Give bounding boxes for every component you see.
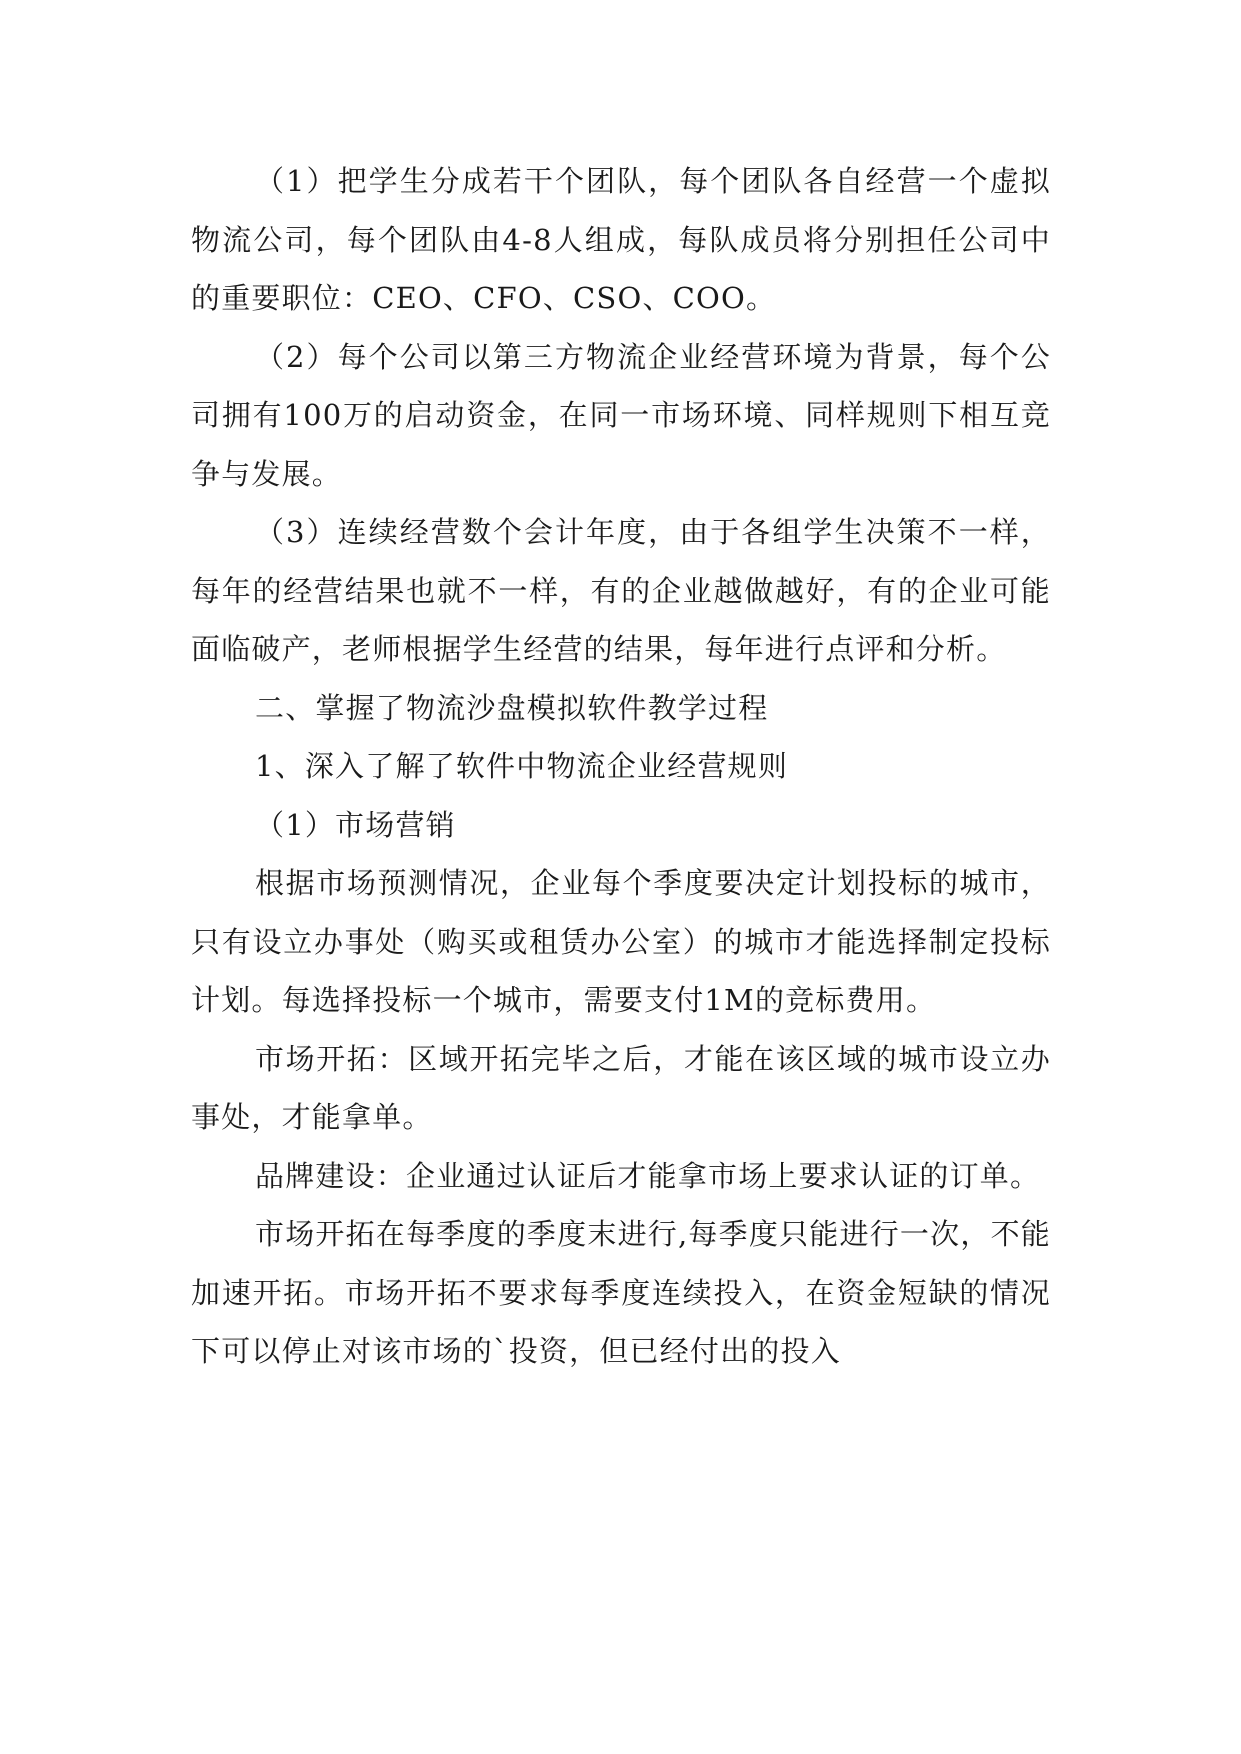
paragraph: 根据市场预测情况，企业每个季度要决定计划投标的城市，只有设立办事处（购买或租赁办公室）的城市才能选择制定投标计划。每选择投标一个城市，需要支付1M的竞标费用。 xyxy=(191,866,1051,1017)
paragraph: （3）连续经营数个会计年度，由于各组学生决策不一样，每年的经营结果也就不一样，有的企业越做越好，有的企业可能面临破产，老师根据学生经营的结果，每年进行点评和分析。 xyxy=(191,515,1051,666)
paragraph: 市场开拓：区域开拓完毕之后，才能在该区域的城市设立办事处，才能拿单。 xyxy=(191,1041,1051,1134)
paragraph: 市场开拓在每季度的季度末进行,每季度只能进行一次，不能加速开拓。市场开拓不要求每季度连续投入，在资金短缺的情况下可以停止对该市场的`投资，但已经付出的投入 xyxy=(191,1217,1051,1368)
paragraph: （1）把学生分成若干个团队，每个团队各自经营一个虚拟物流公司，每个团队由4-8人组成，每队成员将分别担任公司中的重要职位：CEO、CFO、CSO、COO。 xyxy=(191,164,1051,315)
paragraph: （2）每个公司以第三方物流企业经营环境为背景，每个公司拥有100万的启动资金，在同一市场环境、同样规则下相互竞争与发展。 xyxy=(191,339,1051,491)
subsection-heading: 1、深入了解了软件中物流企业经营规则 xyxy=(255,749,789,783)
paragraph: 品牌建设：企业通过认证后才能拿市场上要求认证的订单。 xyxy=(255,1158,1041,1193)
body-text xyxy=(191,152,1051,1381)
section-heading: 二、掌握了物流沙盘模拟软件教学过程 xyxy=(255,690,769,725)
subsection-heading: （1）市场营销 xyxy=(255,807,456,842)
